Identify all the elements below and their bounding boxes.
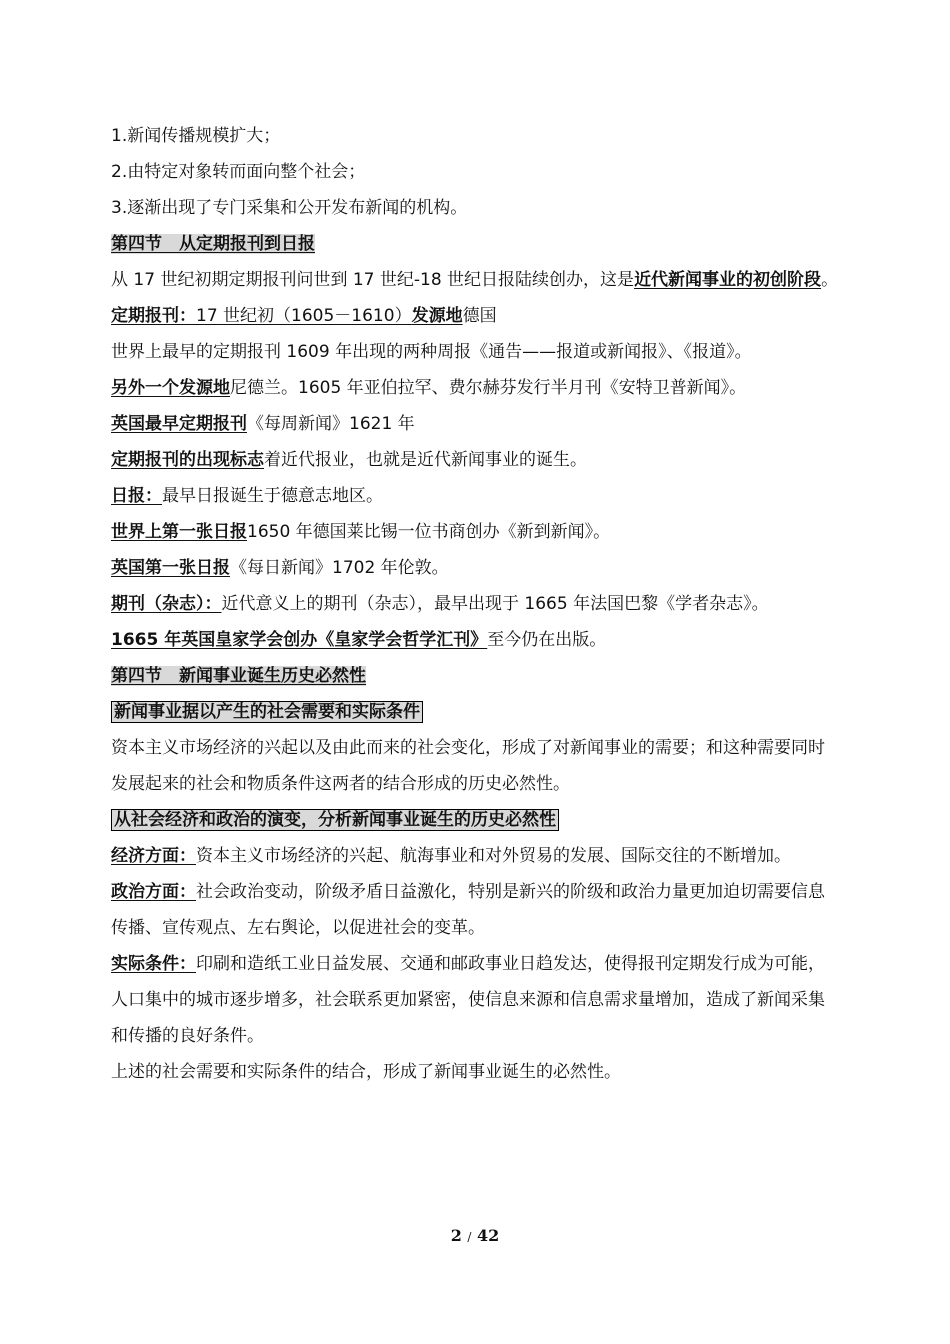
economy-paragraph [111,838,841,874]
intro-end: 。 [821,270,839,290]
magazine-line [111,586,841,622]
mark-value: 着近代报业，也就是近代新闻事业的诞生。 [264,450,587,470]
uk-periodical-label: 英国最早定期报刊 [111,414,247,434]
uk-periodical-line [111,406,841,442]
first-daily-value: 1650 年德国莱比锡一位书商创办《新到新闻》。 [247,522,611,542]
section-title: 第四节 新闻事业诞生历史必然性 [111,666,366,686]
conclusion: 上述的社会需要和实际条件的结合，形成了新闻事业诞生的必然性。 [111,1062,621,1082]
boxed-heading [111,802,841,838]
uk-periodical-value: 《每周新闻》1621 年 [247,414,415,434]
earliest-periodical: 世界上最早的定期报刊 1609 年出现的两种周报《通告——报道或新闻报》、《报道》。 [111,342,752,362]
royal-society-label: 1665 年英国皇家学会创办《皇家学会哲学汇刊》 [111,630,488,650]
magazine-value: 近代意义上的期刊（杂志），最早出现于 1665 年法国巴黎《学者杂志》。 [221,594,769,614]
royal-society-line [111,622,841,658]
uk-daily-line [111,550,841,586]
politics-label: 政治方面： [111,882,196,902]
page-number [0,1226,950,1245]
intro-paragraph [111,262,841,298]
list-item: 1.新闻传播规模扩大； [111,126,281,146]
box-title: 从社会经济和政治的演变，分析新闻事业诞生的历史必然性 [111,809,559,831]
other-origin-label: 另外一个发源地 [111,378,230,398]
boxed-heading [111,694,841,730]
list-item: 3.逐渐出现了专门采集和公开发布新闻的机构。 [111,198,468,218]
box-title: 新闻事业据以产生的社会需要和实际条件 [111,701,423,723]
section-title: 第四节 从定期报刊到日报 [111,234,315,254]
conditions-paragraph [111,946,841,1054]
periodical-label: 定期报刊： [111,306,196,326]
mark-line [111,442,841,478]
politics-value: 社会政治变动，阶级矛盾日益激化，特别是新兴的阶级和政治力量更加迫切需要信息传播、宣传观点、左右舆论，以促进社会的变革。 [111,882,825,938]
conditions-label: 实际条件： [111,954,196,974]
economy-label: 经济方面： [111,846,196,866]
uk-daily-label: 英国第一张日报 [111,558,230,578]
list-item: 2.由特定对象转而面向整个社会； [111,162,366,182]
section-heading [111,226,841,262]
box-paragraph: 资本主义市场经济的兴起以及由此而来的社会变化，形成了对新闻事业的需要；和这种需要同时发展起来的社会和物质条件这两者的结合形成的历史必然性。 [111,738,825,794]
magazine-label: 期刊（杂志）： [111,594,222,614]
mark-label: 定期报刊的出现标志 [111,450,264,470]
daily-value: 最早日报诞生于德意志地区。 [162,486,383,506]
total-pages: 42 [477,1226,500,1245]
first-daily-label: 世界上第一张日报 [111,522,247,542]
origin-value: 德国 [462,306,497,326]
conditions-value: 印刷和造纸工业日益发展、交通和邮政事业日趋发达，使得报刊定期发行成为可能，人口集中的城市逐步增多，社会联系更加紧密，使信息来源和信息需求量增加，造成了新闻采集和传播的良好条件。 [111,954,825,1046]
intro-key-term: 近代新闻事业的初创阶段 [634,270,822,290]
page-separator: / [467,1230,472,1244]
periodical-time: 17 世纪初（1605－1610） [196,306,412,326]
intro-text: 从 17 世纪初期定期报刊问世到 17 世纪-18 世纪日报陆续创办，这是 [111,270,635,290]
politics-paragraph [111,874,841,946]
other-origin-value: 尼德兰。1605 年亚伯拉罕、费尔赫芬发行半月刊《安特卫普新闻》。 [230,378,747,398]
origin-label: 发源地 [411,306,463,326]
periodical-line [111,298,841,334]
daily-label: 日报： [111,486,162,506]
daily-line [111,478,841,514]
section-heading [111,658,841,694]
royal-society-value: 至今仍在出版。 [487,630,607,650]
economy-value: 资本主义市场经济的兴起、航海事业和对外贸易的发展、国际交往的不断增加。 [196,846,791,866]
document-body [111,118,841,1090]
first-daily-line [111,514,841,550]
other-origin-line [111,370,841,406]
current-page: 2 [450,1226,462,1245]
uk-daily-value: 《每日新闻》1702 年伦敦。 [230,558,449,578]
